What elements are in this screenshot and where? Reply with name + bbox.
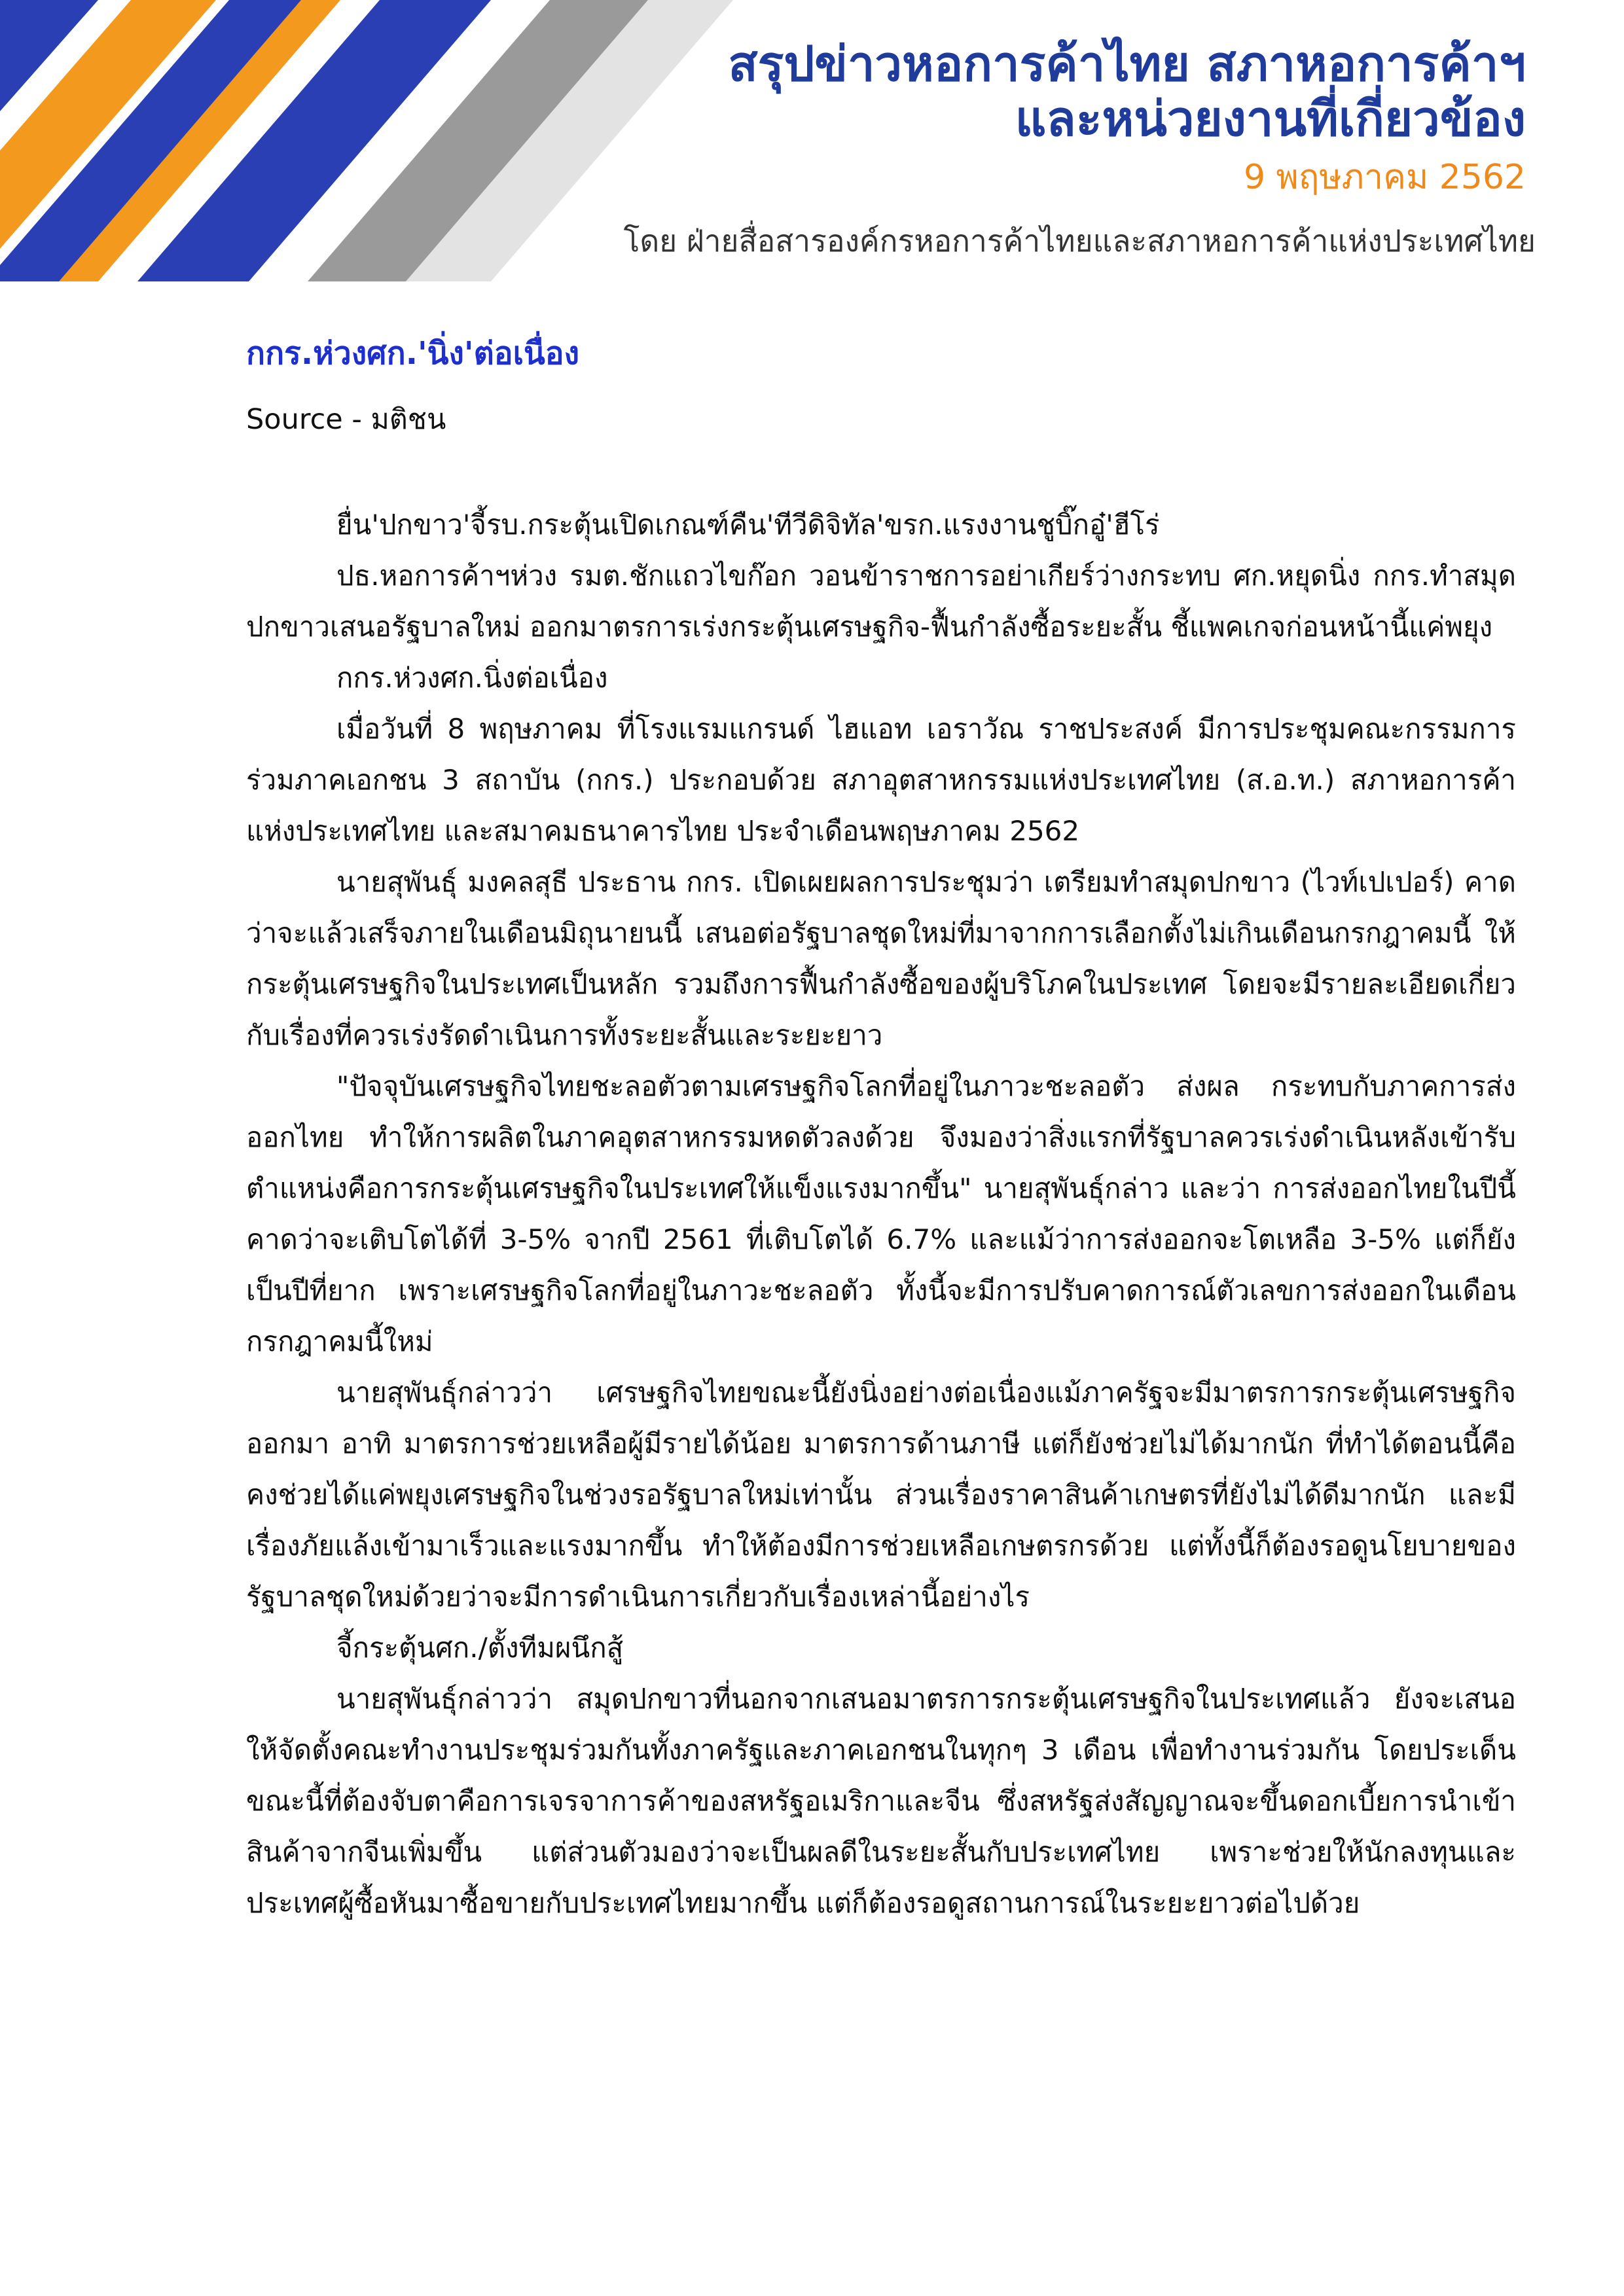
article-paragraph: "ปัจจุบันเศรษฐกิจไทยชะลอตัวตามเศรษฐกิจโลกที่อยู่ในภาวะชะลอตัว ส่งผล กระทบกับภาคการส่งออกไทย ทำให้การผลิตในภาคอุตสาหกรรมหดตัวลงด้วย จึงมองว่าสิ่งแรกที่รัฐบาลควรเร่งดำเนินหลังเข้ารับตำแหน่งคือการกระตุ้นเศรษฐกิจในประเทศให้แข็งแรงมากขึ้น" นายสุพันธุ์กล่าว และว่า การส่งออกไทยในปีนี้คาดว่าจะเติบโตได้ที่ 3-5% จากปี 2561 ที่เติบโตได้ 6.7% และแม้ว่าการส่งออกจะโตเหลือ 3-5% แต่ก็ยังเป็นปีที่ยาก เพราะเศรษฐกิจโลกที่อยู่ในภาวะชะลอตัว ทั้งนี้จะมีการปรับคาดการณ์ตัวเลขการส่งออกในเดือนกรกฎาคมนี้ใหม่ [246,1070,1516,1357]
article-source: Source - มติชน [246,403,446,436]
header-title-line2: และหน่วยงานที่เกี่ยวข้อง [1015,91,1526,147]
article-subheadline: ยื่น'ปกขาว'จี้รบ.กระตุ้นเปิดเกณฑ์คืน'ทีวีดิจิทัล'ขรก.แรงงานชูบิ๊กอู๋'ฮีโร่ [336,509,1160,541]
article-paragraph: นายสุพันธุ์กล่าวว่า สมุดปกขาวที่นอกจากเสนอมาตรการกระตุ้นเศรษฐกิจในประเทศแล้ว ยังจะเสนอให้จัดตั้งคณะทำงานประชุมร่วมกันทั้งภาครัฐและภาคเอกชนในทุกๆ 3 เดือน เพื่อทำงานร่วมกัน โดยประเด็นขณะนี้ที่ต้องจับตาคือการเจรจาการค้าของสหรัฐอเมริกาและจีน ซึ่งสหรัฐส่งสัญญาณจะขึ้นดอกเบี้ยการนำเข้าสินค้าจากจีนเพิ่มขึ้น แต่ส่วนตัวมองว่าจะเป็นผลดีในระยะสั้นกับประเทศไทย เพราะช่วยให้นักลงทุนและประเทศผู้ซื้อหันมาซื้อขายกับประเทศไทยมากขึ้น แต่ก็ต้องรอดูสถานการณ์ในระยะยาวต่อไปด้วย [246,1683,1516,1919]
article-subhead: จี้กระตุ้นศก./ตั้งทีมผนึกสู้ [336,1632,624,1664]
article-paragraph: เมื่อวันที่ 8 พฤษภาคม ที่โรงแรมแกรนด์ ไฮแอท เอราวัณ ราชประสงค์ มีการประชุมคณะกรรมการร่วมภาคเอกชน 3 สถาบัน (กกร.) ประกอบด้วย สภาอุตสาหกรรมแห่งประเทศไทย (ส.อ.ท.) สภาหอการค้าแห่งประเทศไทย และสมาคมธนาคารไทย ประจำเดือนพฤษภาคม 2562 [246,713,1516,847]
header-byline: โดย ฝ่ายสื่อสารองค์กรหอการค้าไทยและสภาหอการค้าแห่งประเทศไทย [623,223,1536,259]
article-lead: ปธ.หอการค้าฯห่วง รมต.ชักแถวไขก๊อก วอนข้าราชการอย่าเกียร์ว่างกระทบ ศก.หยุดนิ่ง กกร.ทำสมุดปกขาวเสนอรัฐบาลใหม่ ออกมาตรการเร่งกระตุ้นเศรษฐกิจ-ฟื้นกำลังซื้อระยะสั้น ชี้แพคเกจก่อนหน้านี้แค่พยุง [246,560,1516,643]
article [246,331,1516,1929]
article-paragraph: นายสุพันธุ์กล่าวว่า เศรษฐกิจไทยขณะนี้ยังนิ่งอย่างต่อเนื่องแม้ภาครัฐจะมีมาตรการกระตุ้นเศรษฐกิจออกมา อาทิ มาตรการช่วยเหลือผู้มีรายได้น้อย มาตรการด้านภาษี แต่ก็ยังช่วยไม่ได้มากนัก ที่ทำได้ตอนนี้คือคงช่วยได้แค่พยุงเศรษฐกิจในช่วงรอรัฐบาลใหม่เท่านั้น ส่วนเรื่องราคาสินค้าเกษตรที่ยังไม่ได้ดีมากนัก และมีเรื่องภัยแล้งเข้ามาเร็วและแรงมากขึ้น ทำให้ต้องมีการช่วยเหลือเกษตรกรด้วย แต่ทั้งนี้ก็ต้องรอดูนโยบายของรัฐบาลชุดใหม่ด้วยว่าจะมีการดำเนินการเกี่ยวกับเรื่องเหล่านี้อย่างไร [246,1376,1516,1613]
article-title: กกร.ห่วงศก.'นิ่ง'ต่อเนื่อง [246,335,580,372]
header-title-line1: สรุปข่าวหอการค้าไทย สภาหอการค้าฯ [728,36,1526,92]
article-subhead: กกร.ห่วงศก.นิ่งต่อเนื่อง [336,662,608,694]
article-paragraph: นายสุพันธุ์ มงคลสุธี ประธาน กกร. เปิดเผยผลการประชุมว่า เตรียมทำสมุดปกขาว (ไวท์เปเปอร์) คาดว่าจะแล้วเสร็จภายในเดือนมิถุนายนนี้ เสนอต่อรัฐบาลชุดใหม่ที่มาจากการเลือกตั้งไม่เกินเดือนกรกฎาคมนี้ ให้กระตุ้นเศรษฐกิจในประเทศเป็นหลัก รวมถึงการฟื้นกำลังซื้อของผู้บริโภคในประเทศ โดยจะมีรายละเอียดเกี่ยวกับเรื่องที่ควรเร่งรัดดำเนินการทั้งระยะสั้นและระยะยาว [246,866,1516,1051]
header-date: 9 พฤษภาคม 2562 [1243,158,1526,197]
